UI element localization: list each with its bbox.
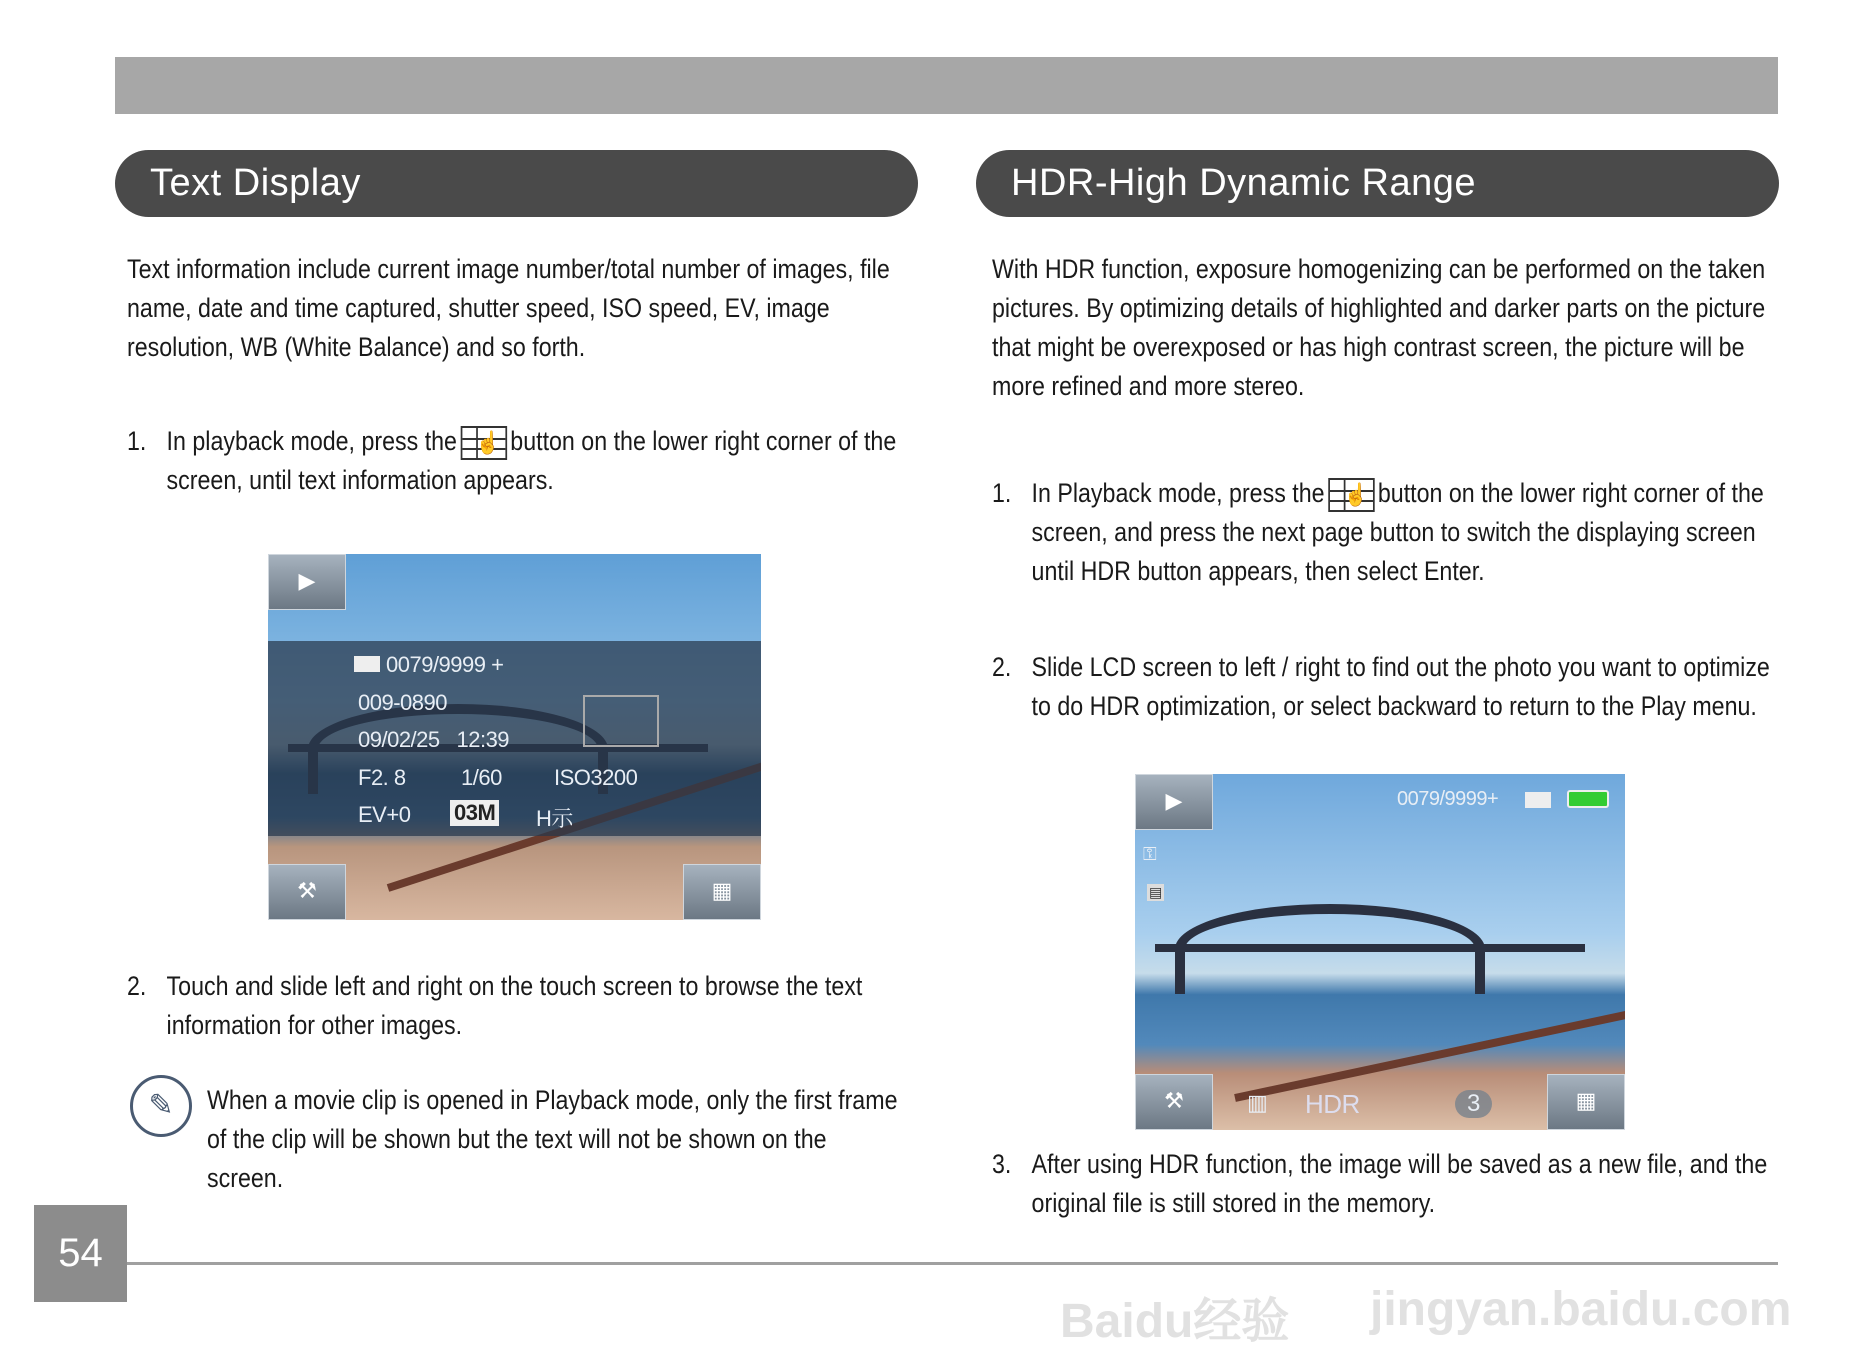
playback-button[interactable]: ▶ [268,554,346,610]
settings-button[interactable]: ⚒ [1135,1074,1213,1130]
memory-card-icon [354,656,380,672]
note-text: When a movie clip is opened in Playback mode, only the first frame of the clip will be shown but the text will not be shown on the screen. [207,1085,898,1193]
memory-card-icon [1525,792,1551,808]
right-step-2: 2. Slide LCD screen to left / right to find out the photo you want to optimize to do HDR optimization, or select backward to return to the Play menu. [992,652,1770,721]
slideshow-icon: ▥ [1247,1090,1268,1115]
settings-button[interactable]: ⚒ [268,864,346,920]
playback-button[interactable]: ▶ [1135,774,1213,830]
section-title-hdr: HDR-High Dynamic Range [976,150,1779,217]
page-indicator: 3 [1455,1090,1492,1118]
camera-screen-hdr: 0079/9999+ ⚿ ▤ ▶ ⚒ ▥ HDR 3 ▦ [1135,774,1625,1130]
right-step-3: 3. After using HDR function, the image will be saved as a new file, and the original file is still stored in the memory. [992,1149,1768,1218]
intro-text: Text information include current image number/total number of images, file name, date and time captured, shutter speed, ISO speed, EV, image resolution, WB (White Balance) and so forth. [127,254,890,362]
right-step-1: 1. In Playback mode, press the ☝ button on the lower right corner of the screen, and press the next page button to switch the displaying screen until HDR button appears, then select Enter. [992,478,1764,586]
info-overlay [268,641,761,836]
watermark-url: jingyan.baidu.com [1370,1283,1792,1336]
camera-screen-text-display: 0079/9999 + 009-0890 09/02/25 12:39 F2. 8 1/60 ISO3200 EV+0 03M H示 ▶ ⚒ ▦ [268,554,761,920]
info-display-button-icon: ☝ [460,426,506,460]
info-display-button-icon: ☝ [1328,478,1374,512]
note-icon: ✎ [130,1075,192,1137]
hdr-button[interactable]: HDR [1305,1089,1360,1119]
left-step-1: 1. In playback mode, press the ☝ button on the lower right corner of the screen, until text information appears. [127,426,897,495]
protect-key-icon: ⚿ [1143,844,1157,864]
left-step-2: 2. Touch and slide left and right on the touch screen to browse the text information for other images. [127,971,863,1040]
info-display-button[interactable]: ▦ [683,864,761,920]
info-display-button[interactable]: ▦ [1547,1074,1625,1130]
page-number: 54 [34,1205,127,1302]
watermark-brand: Baidu经验 [1060,1295,1290,1348]
section-title-text-display: Text Display [115,150,918,217]
thumbnail-frame [583,695,659,747]
dpof-icon: ▤ [1149,884,1162,900]
battery-icon [1567,790,1609,808]
intro-text-hdr: With HDR function, exposure homogenizing can be performed on the taken pictures. By optimizing details of highlighted and darker parts on the picture that might be overexposed or has high contrast screen, the picture will be more refined and more stereo. [992,254,1766,401]
footer-line [127,1262,1778,1265]
header-bar [115,57,1778,114]
